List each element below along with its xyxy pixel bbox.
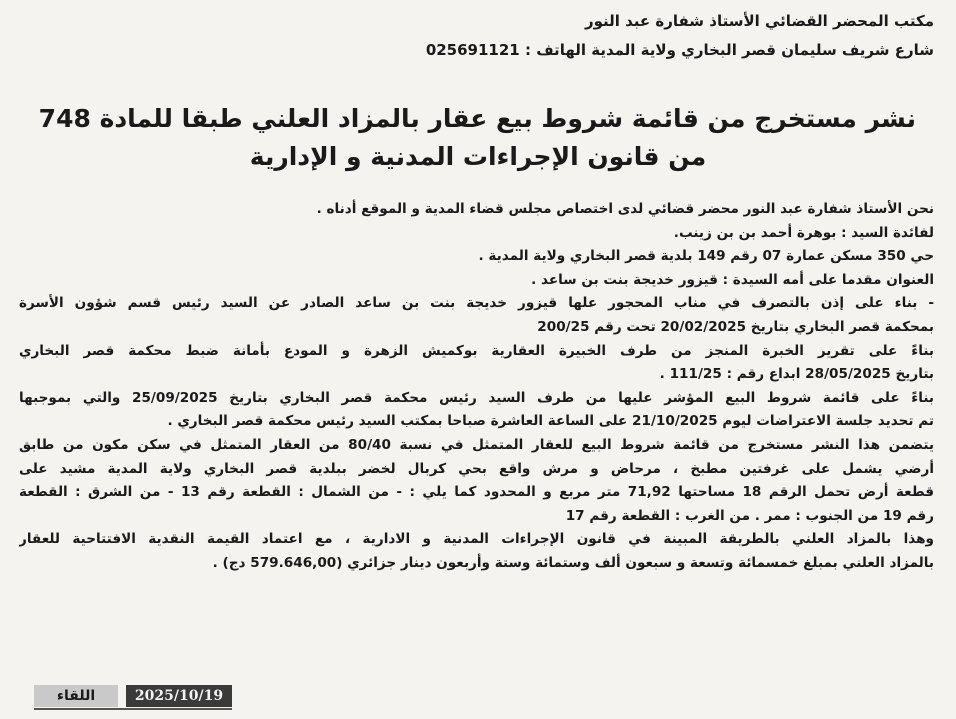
publication-date: 2025/10/19 <box>126 685 232 707</box>
footer-divider <box>34 708 232 710</box>
notice-title-line-2: من قانون الإجراءات المدنية و الإدارية <box>249 142 707 171</box>
notice-title-line-1: نشر مستخرج من قائمة شروط بيع عقار بالمزاد العلني طبقا للمادة 748 <box>38 104 916 133</box>
body-line: بمحكمة قصر البخاري بتاريخ 20/02/2025 تحت رقم 200/25 <box>537 318 934 335</box>
body-line: بالمزاد العلني بمبلغ خمسمائة وتسعة و سبعون ألف وستمائة وستة وأربعون دينار جزائري (579.646,00 دج) . <box>212 554 934 571</box>
body-line: العنوان مقدما على أمه السيدة : قيزور خديجة بنت بن ساعد . <box>531 271 934 288</box>
bailiff-office-name: مكتب المحضر القضائي الأستاذ شفارة عبد النور <box>584 12 934 30</box>
body-line: يتضمن هذا النشر مستخرج من قائمة شروط البيع للعقار المتمثل في نسبة 80/40 من العقار المتمثل في سكن مكون من طابق <box>19 436 934 453</box>
newspaper-footer <box>34 685 232 707</box>
newspaper-name: اللقاء <box>34 685 118 707</box>
notice-body <box>19 198 934 576</box>
body-line: وهذا بالمزاد العلني بالطريقة المبينة في قانون الإجراءات المدنية و الادارية ، مع اعتماد القيمة النقدية الافتتاحية للعقار <box>19 531 934 548</box>
body-line: رقم 19 من الجنوب : ممر . من الغرب : القطعة رقم 17 <box>565 507 934 524</box>
body-line: بناءً على قائمة شروط البيع المؤشر عليها من طرف السيد رئيس محكمة قصر البخاري بتاريخ 25/09/2025 والتي بموجبها <box>19 389 934 406</box>
body-line: قطعة أرض تحمل الرقم 18 مساحتها 71,92 متر مربع و المحدود كما يلي : - من الشمال : القطعة رقم 13 - من الشرق : القطعة <box>19 484 934 501</box>
body-line: - بناء على إذن بالتصرف في مناب المحجور علها قيزور خديجة بنت بن ساعد الصادر عن السيد رئيس قسم شؤون الأسرة <box>19 295 934 312</box>
bailiff-office-address: شارع شريف سليمان قصر البخاري ولاية المدية الهاتف : 025691121 <box>425 41 934 59</box>
body-line: لفائدة السيد : بوهرة أحمد بن بن زينب. <box>673 224 934 241</box>
body-line: بتاريخ 28/05/2025 ابداع رقم : 111/25 . <box>659 366 934 383</box>
body-line: حي 350 مسكن عمارة 07 رقم 149 بلدية قصر البخاري ولاية المدية . <box>478 248 934 265</box>
body-line: تم تحديد جلسة الاعتراضات ليوم 21/10/2025 على الساعة العاشرة صباحا بمكتب السيد رئيس محكمة قصر البخاري . <box>167 413 934 430</box>
body-line: نحن الأستاذ شفارة عبد النور محضر قضائي لدى اختصاص مجلس قضاء المدية و الموقع أدناه . <box>316 201 934 217</box>
body-line: أرضي يشمل على غرفتين مطبخ ، مرحاض و مرش واقع بحي كربال لخضر ببلدية قصر البخاري ولاية المدية مشيد على <box>19 460 934 477</box>
body-line: بناءً على تقرير الخبرة المنجز من طرف الخبيرة العقارية بوكميش الزهرة و المودع بأمانة ضبط محكمة قصر البخاري <box>19 342 934 359</box>
